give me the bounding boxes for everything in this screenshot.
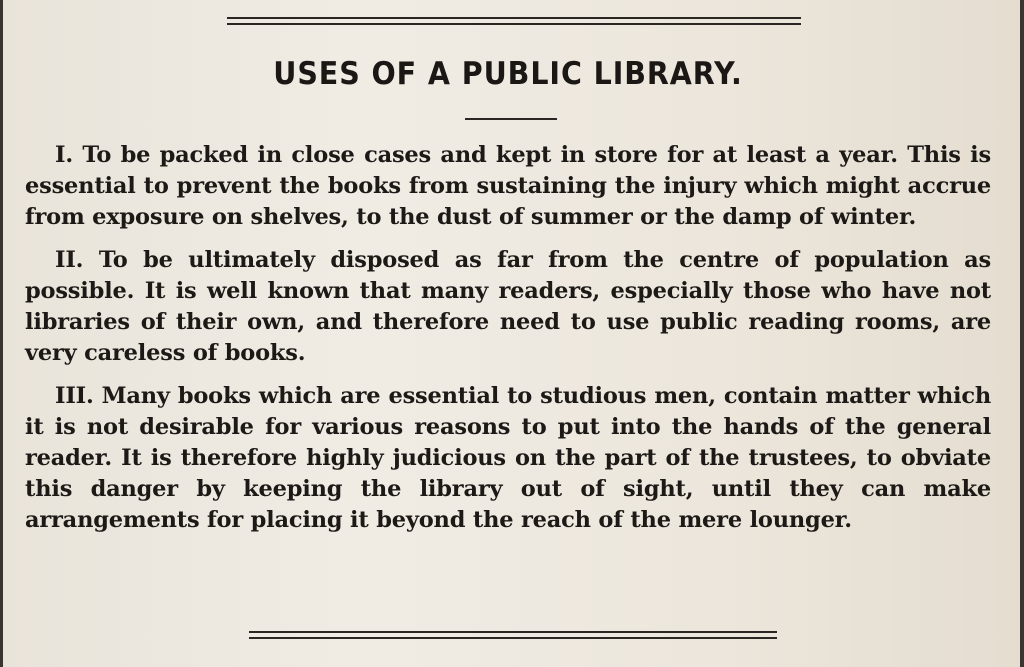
title-underline xyxy=(465,118,557,120)
paragraph-1: I. To be packed in close cases and kept in store for at least a year. This is essential to prevent the books from sustaining the injury which might accrue from exposure on shelves, to the dust of summer or the damp of winter. xyxy=(25,142,991,230)
paragraph-2: II. To be ultimately disposed as far from the centre of population as possible. It is well known that many readers, especially those who have not libraries of their own, and therefore need to use public reading rooms, are very careless of books. xyxy=(25,247,991,366)
article-title: USES OF A PUBLIC LIBRARY. xyxy=(273,56,743,92)
article-body xyxy=(25,140,991,548)
bottom-double-rule xyxy=(249,631,777,639)
paragraph-3: III. Many books which are essential to studious men, contain matter which it is not desirable for various reasons to put into the hands of the general reader. It is therefore highly judicious on the part of the trustees, to obviate this danger by keeping the library out of sight, until they can make arrangements for placing it beyond the reach of the mere lounger. xyxy=(25,383,991,533)
top-double-rule xyxy=(227,17,801,25)
